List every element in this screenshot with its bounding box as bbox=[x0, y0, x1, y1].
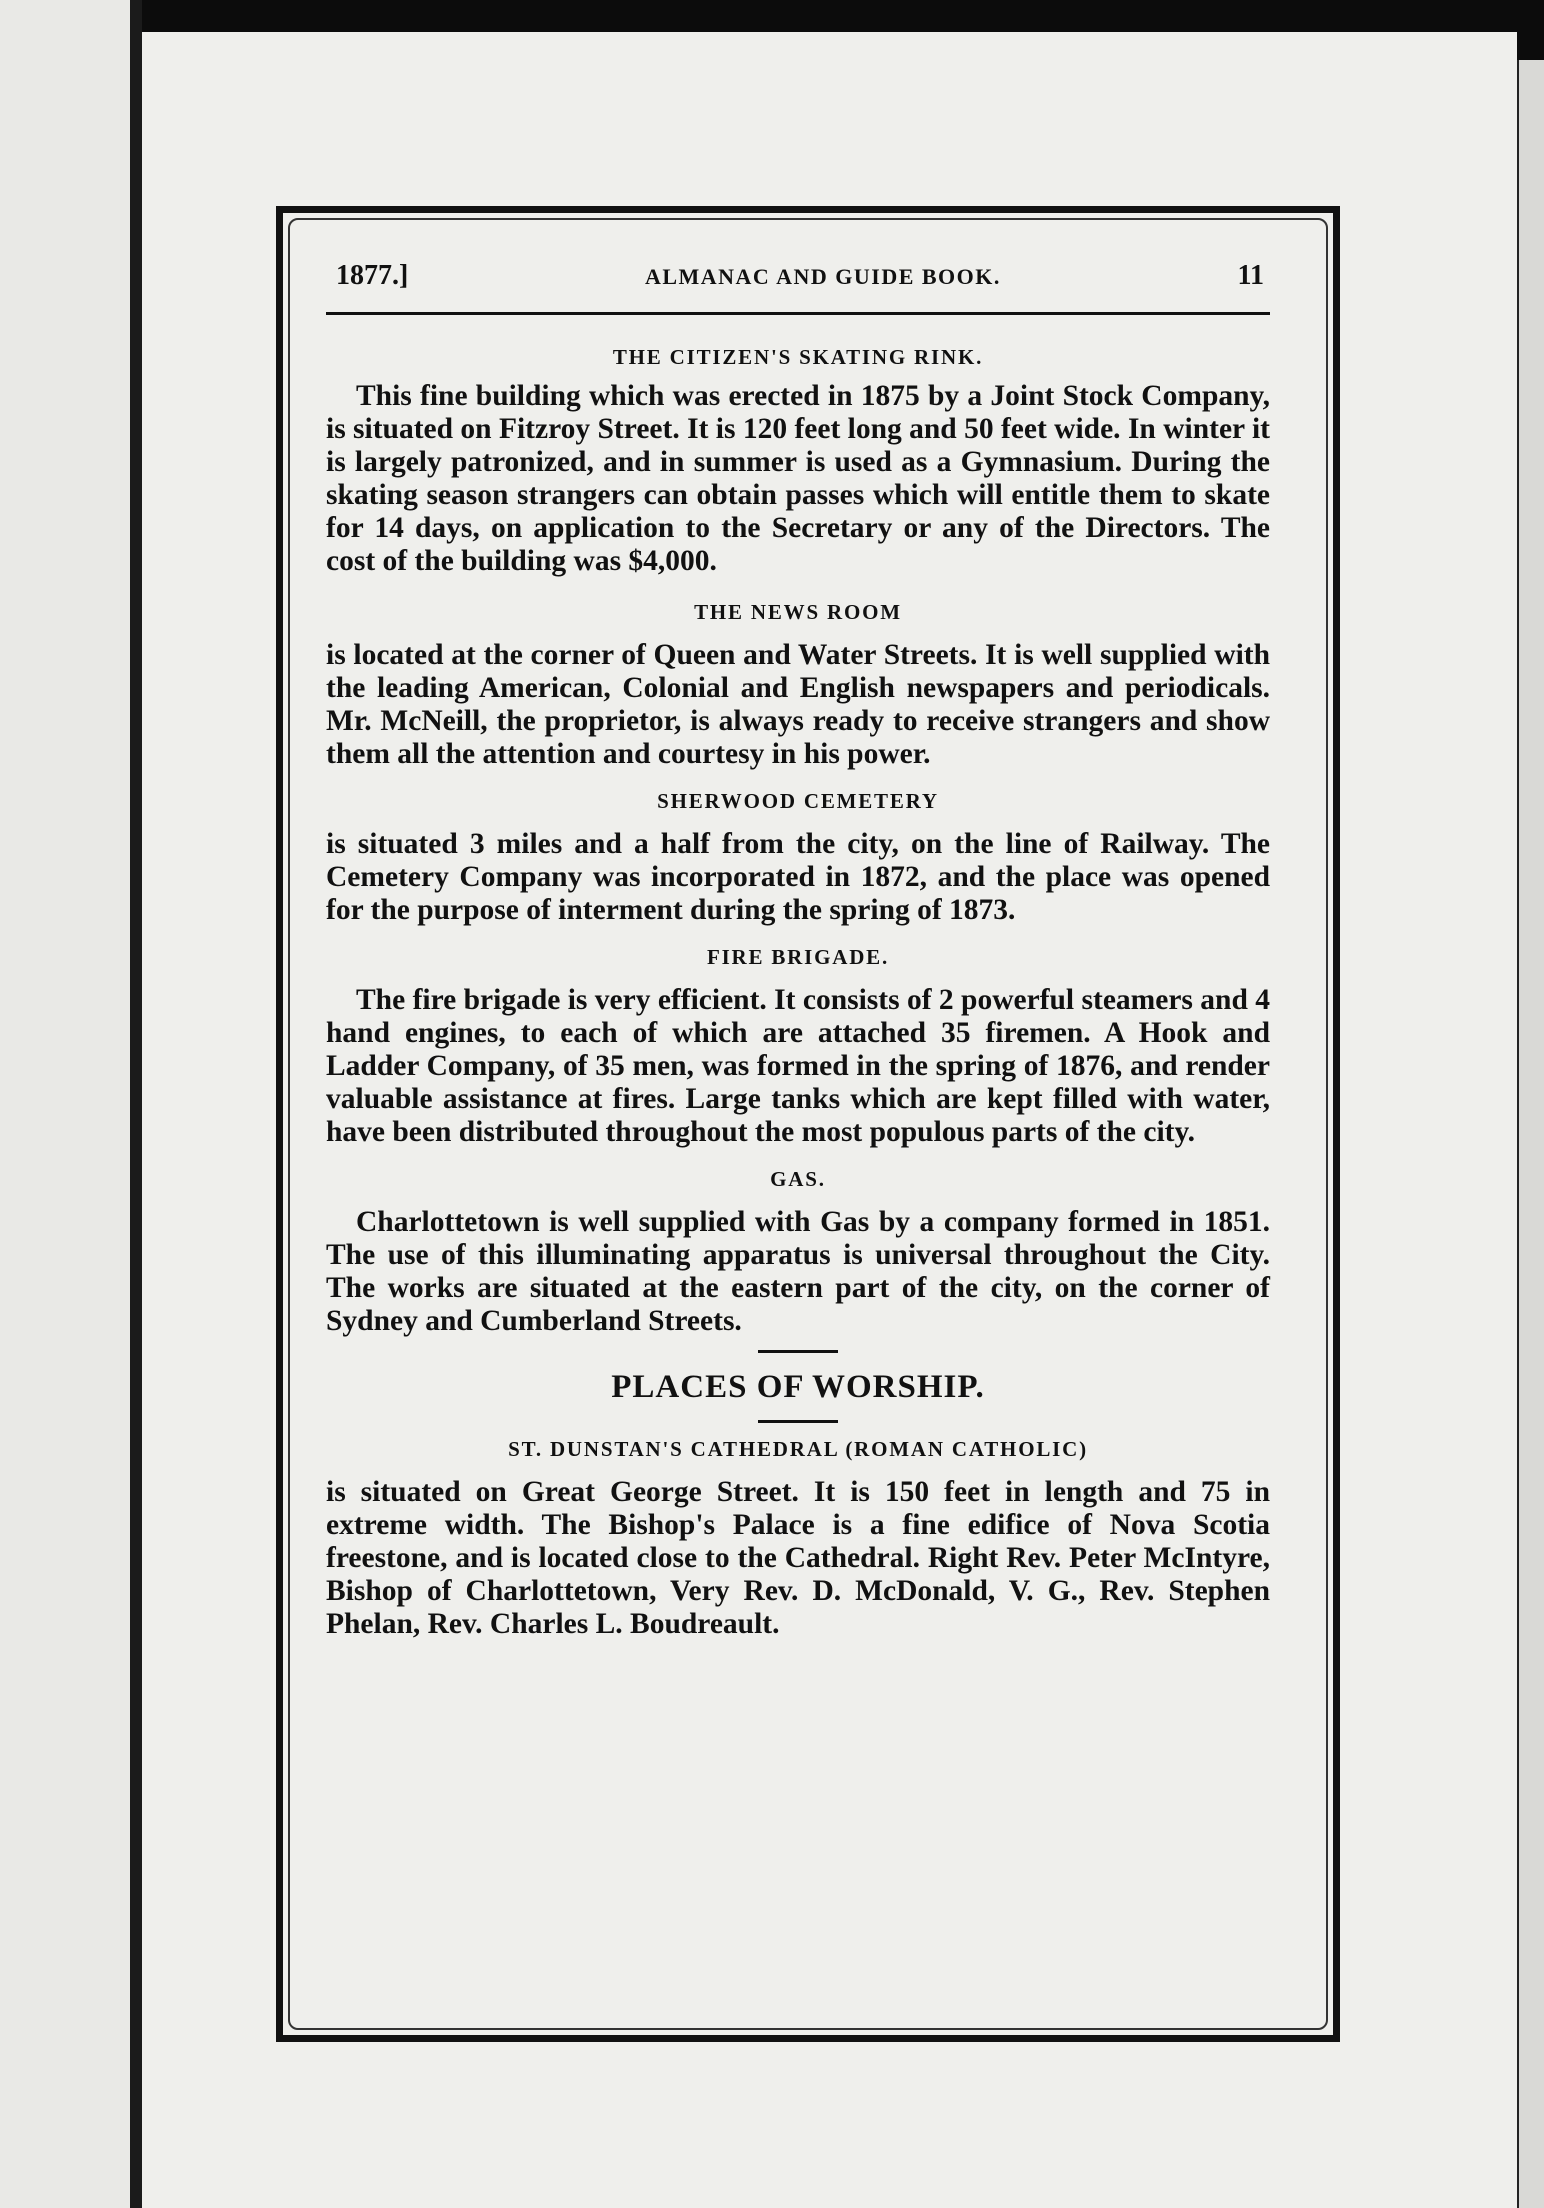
page-stack-edge bbox=[1517, 60, 1544, 2208]
page-content bbox=[326, 246, 1270, 2006]
section-text-skating-rink: This fine building which was erected in 1875 by a Joint Stock Company, is situated on Fitzroy Street. It is 120 feet long and 50 feet wide. In winter it is largely patronized, and in summer is used as a Gymnasium. During the skating season strangers can obtain passes which will entitle them to skate for 14 days, on application to the Secretary or any of the Directors. The cost of the building was $4,000. bbox=[326, 380, 1270, 577]
section-heading-fire-brigade: FIRE BRIGADE. bbox=[706, 945, 890, 969]
book-gutter bbox=[130, 0, 142, 2208]
cathedral-text: is situated on Great George Street. It is 150 feet in length and 75 in extreme width. The Bishop's Palace is a fine edifice of Nova Scotia freestone, and is located close to the Cathedral. Right Rev. Peter McIntyre, Bishop of Charlottetown, Very Rev. D. McDonald, V. G., Rev. Stephen Phelan, Rev. Charles L. Boudreault. bbox=[326, 1476, 1270, 1640]
section-text-fire-brigade: The fire brigade is very efficient. It consists of 2 powerful steamers and 4 hand engines, to each of which are attached 35 firemen. A Hook and Ladder Company, of 35 men, was formed in the spring of 1876, and render valuable assistance at fires. Large tanks which are kept filled with water, have been distributed throughout the most populous parts of the city. bbox=[326, 984, 1270, 1148]
section-text-cemetery: is situated 3 miles and a half from the city, on the line of Railway. The Cemetery Company was incorporated in 1872, and the place was opened for the purpose of interment during the spring of 1873. bbox=[326, 828, 1270, 926]
running-head-year: 1877.] bbox=[336, 260, 409, 291]
page-number: 11 bbox=[1237, 260, 1264, 291]
facing-page-edge bbox=[0, 0, 130, 2208]
section-text-news-room: is located at the corner of Queen and Water Streets. It is well supplied with the leading American, Colonial and English newspapers and periodicals. Mr. McNeill, the proprietor, is always ready to receive strangers and show them all the attention and courtesy in his power. bbox=[326, 639, 1270, 770]
running-head-title: ALMANAC AND GUIDE BOOK. bbox=[644, 264, 1001, 289]
cathedral-heading: ST. DUNSTAN'S CATHEDRAL (ROMAN CATHOLIC) bbox=[508, 1437, 1088, 1461]
section-heading-news-room: THE NEWS ROOM bbox=[694, 600, 902, 624]
places-of-worship-heading: PLACES OF WORSHIP. bbox=[611, 1369, 985, 1405]
section-heading-skating-rink: THE CITIZEN'S SKATING RINK. bbox=[612, 345, 984, 369]
section-heading-cemetery: SHERWOOD CEMETERY bbox=[657, 789, 939, 813]
section-heading-gas: GAS. bbox=[770, 1167, 826, 1191]
section-text-gas: Charlottetown is well supplied with Gas by a company formed in 1851. The use of this illuminating apparatus is universal throughout the City. The works are situated at the eastern part of the city, on the corner of Sydney and Cumberland Streets. bbox=[326, 1206, 1270, 1337]
running-head bbox=[326, 246, 1270, 306]
